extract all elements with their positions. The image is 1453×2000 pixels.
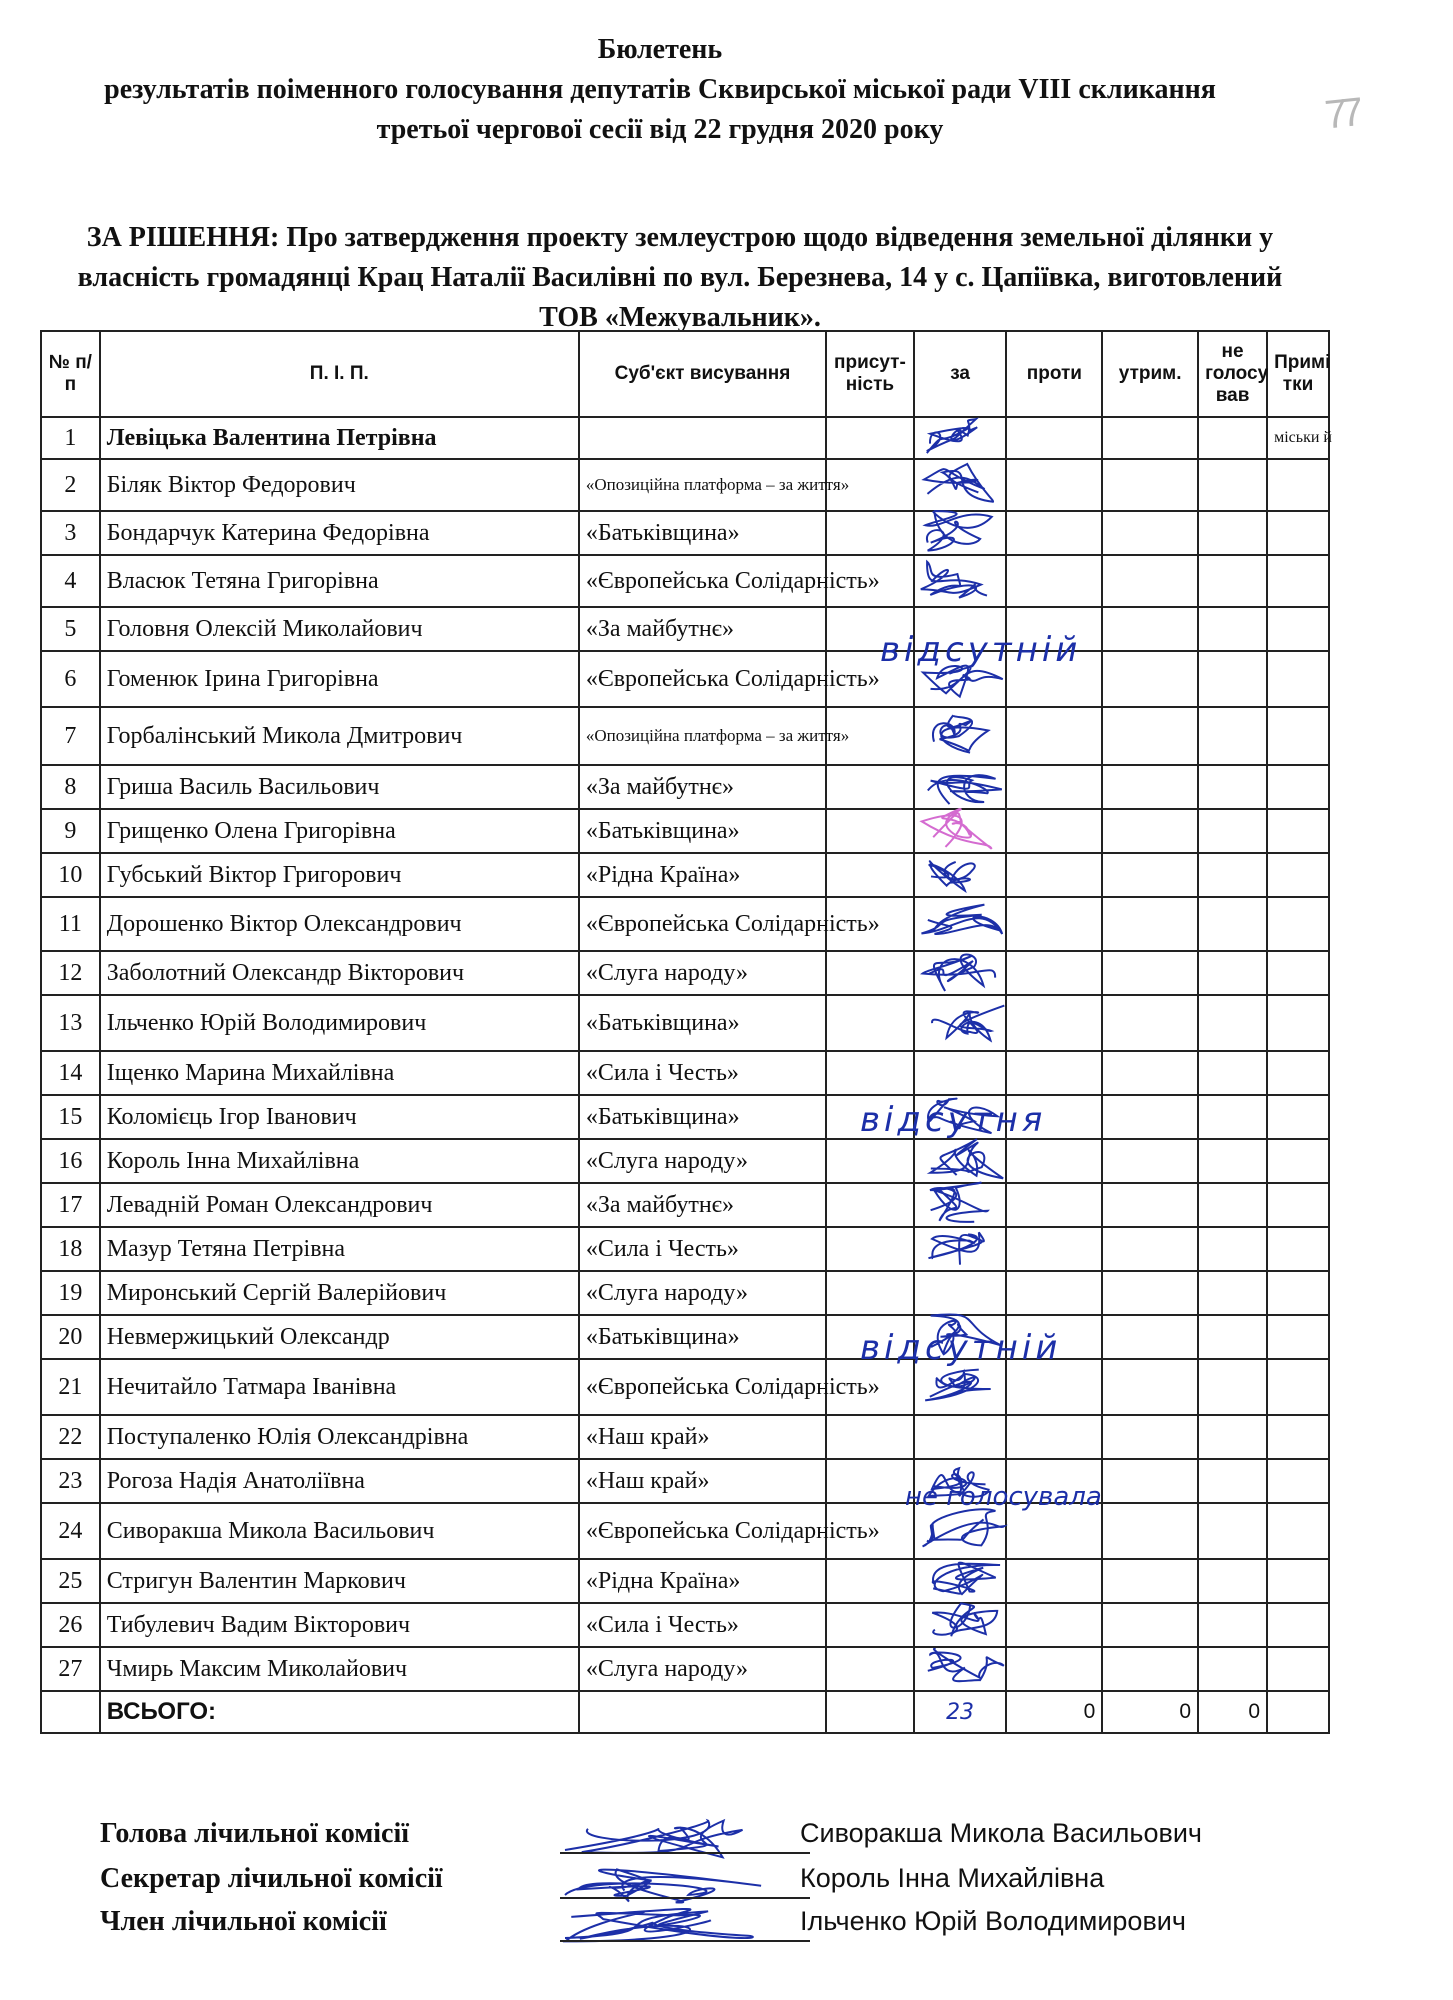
vote-against-cell [1006, 555, 1102, 607]
row-num: 15 [41, 1095, 100, 1139]
vote-against-cell [1006, 1227, 1102, 1271]
present-cell [826, 511, 914, 555]
commission-member-row [100, 1906, 1300, 1946]
vote-for-cell [914, 765, 1007, 809]
row-num: 14 [41, 1051, 100, 1095]
vote-abstain-cell [1102, 1095, 1198, 1139]
deputy-name: Левіцька Валентина Петрівна [100, 417, 579, 459]
vote-abstain-cell [1102, 765, 1198, 809]
deputy-name: Король Інна Михайлівна [100, 1139, 579, 1183]
party-name: «Європейська Солідарність» [579, 897, 826, 951]
deputy-name: Грищенко Олена Григорівна [100, 809, 579, 853]
row-num: 25 [41, 1559, 100, 1603]
row-num: 5 [41, 607, 100, 651]
not-voted-cell [1198, 1459, 1267, 1503]
vote-for-cell [914, 1647, 1007, 1691]
not-voted-cell [1198, 951, 1267, 995]
vote-against-cell [1006, 809, 1102, 853]
note-cell [1267, 897, 1329, 951]
vote-for-cell [914, 897, 1007, 951]
table-row [41, 897, 1329, 951]
not-voted-cell [1198, 459, 1267, 511]
commission-chair-row [100, 1818, 1300, 1858]
present-cell [826, 765, 914, 809]
deputy-name: Гоменюк Ірина Григорівна [100, 651, 579, 707]
handwritten-absent-19: відсутній [860, 1328, 1062, 1368]
row-num: 4 [41, 555, 100, 607]
row-num: 17 [41, 1183, 100, 1227]
vote-abstain-cell [1102, 853, 1198, 897]
vote-abstain-cell [1102, 1051, 1198, 1095]
decision-text [60, 218, 1300, 338]
secretary-name: Король Інна Михайлівна [800, 1863, 1105, 1893]
row-num: 9 [41, 809, 100, 853]
chair-name: Сиворакша Микола Васильович [800, 1818, 1202, 1848]
table-row [41, 651, 1329, 707]
deputy-name: Левадній Роман Олександрович [100, 1183, 579, 1227]
note-cell [1267, 1415, 1329, 1459]
vote-for-cell [914, 459, 1007, 511]
deputy-name: Рогоза Надія Анатоліївна [100, 1459, 579, 1503]
party-name: «Слуга народу» [579, 951, 826, 995]
vote-abstain-cell [1102, 1139, 1198, 1183]
ballot-header [0, 30, 1320, 150]
vote-abstain-cell [1102, 1503, 1198, 1559]
present-cell [826, 853, 914, 897]
ballot-title: Бюлетень [597, 34, 723, 65]
col-num-header: № п/п [41, 331, 100, 417]
note-cell [1267, 607, 1329, 651]
deputy-name: Біляк Віктор Федорович [100, 459, 579, 511]
party-name: «Європейська Солідарність» [579, 1359, 826, 1415]
not-voted-cell [1198, 1139, 1267, 1183]
not-voted-cell [1198, 1559, 1267, 1603]
note-cell [1267, 511, 1329, 555]
vote-against-cell [1006, 1051, 1102, 1095]
vote-for-cell [914, 1271, 1007, 1315]
note-cell [1267, 1227, 1329, 1271]
vote-for-cell [914, 809, 1007, 853]
note-cell [1267, 459, 1329, 511]
party-name: «За майбутнє» [579, 1183, 826, 1227]
vote-against-cell [1006, 951, 1102, 995]
not-voted-cell [1198, 1051, 1267, 1095]
col-not-voted-header: не голосу вав [1198, 331, 1267, 417]
vote-for-cell [914, 853, 1007, 897]
note-cell [1267, 765, 1329, 809]
party-name: «Опозиційна платформа – за життя» [579, 459, 826, 511]
vote-against-cell [1006, 897, 1102, 951]
note-cell [1267, 1459, 1329, 1503]
note-cell [1267, 1183, 1329, 1227]
col-abstain-header: утрим. [1102, 331, 1198, 417]
vote-abstain-cell [1102, 459, 1198, 511]
deputy-name: Головня Олексій Миколайович [100, 607, 579, 651]
vote-against-cell [1006, 1647, 1102, 1691]
deputy-name: Тибулевич Вадим Вікторович [100, 1603, 579, 1647]
table-row [41, 1559, 1329, 1603]
chair-role: Голова лічильної комісії [100, 1818, 410, 1849]
row-num: 13 [41, 995, 100, 1051]
note-cell [1267, 1095, 1329, 1139]
present-cell [826, 809, 914, 853]
deputy-name: Коломієць Ігор Іванович [100, 1095, 579, 1139]
not-voted-cell [1198, 707, 1267, 765]
present-cell [826, 1183, 914, 1227]
party-name: «Рідна Країна» [579, 1559, 826, 1603]
party-name: «Сила і Честь» [579, 1603, 826, 1647]
party-name: «Рідна Країна» [579, 853, 826, 897]
ballot-subtitle: результатів поіменного голосування депутатів Сквирської міської ради VIII скликання [104, 74, 1216, 105]
row-num: 1 [41, 417, 100, 459]
vote-for-cell [914, 1051, 1007, 1095]
not-voted-cell [1198, 511, 1267, 555]
vote-abstain-cell [1102, 1271, 1198, 1315]
totals-label: ВСЬОГО: [100, 1691, 579, 1733]
not-voted-cell [1198, 853, 1267, 897]
vote-for-cell [914, 417, 1007, 459]
vote-abstain-cell [1102, 651, 1198, 707]
note-cell [1267, 1315, 1329, 1359]
note-cell [1267, 1271, 1329, 1315]
not-voted-cell [1198, 1603, 1267, 1647]
vote-abstain-cell [1102, 1359, 1198, 1415]
vote-against-cell [1006, 1603, 1102, 1647]
totals-not-voted: 0 [1198, 1691, 1267, 1733]
vote-abstain-cell [1102, 1459, 1198, 1503]
vote-against-cell [1006, 1139, 1102, 1183]
table-row [41, 1183, 1329, 1227]
not-voted-cell [1198, 607, 1267, 651]
party-name: «За майбутнє» [579, 607, 826, 651]
table-row [41, 853, 1329, 897]
votes-table [40, 330, 1330, 1734]
table-row [41, 1359, 1329, 1415]
row-num: 6 [41, 651, 100, 707]
table-row [41, 1603, 1329, 1647]
deputy-name: Гриша Василь Васильович [100, 765, 579, 809]
row-num: 27 [41, 1647, 100, 1691]
note-cell [1267, 1051, 1329, 1095]
note-cell [1267, 951, 1329, 995]
row-num: 8 [41, 765, 100, 809]
party-name: «Опозиційна платформа – за життя» [579, 707, 826, 765]
note-cell [1267, 1359, 1329, 1415]
note-cell [1267, 809, 1329, 853]
table-row [41, 1095, 1329, 1139]
vote-against-cell [1006, 995, 1102, 1051]
commission-secretary-row [100, 1863, 1300, 1903]
col-against-header: проти [1006, 331, 1102, 417]
vote-for-cell [914, 1227, 1007, 1271]
table-row [41, 1139, 1329, 1183]
vote-abstain-cell [1102, 707, 1198, 765]
table-row [41, 1503, 1329, 1559]
row-num: 18 [41, 1227, 100, 1271]
table-header-row [41, 331, 1329, 417]
row-num: 3 [41, 511, 100, 555]
party-name [579, 417, 826, 459]
deputy-name: Дорошенко Віктор Олександрович [100, 897, 579, 951]
not-voted-cell [1198, 1503, 1267, 1559]
not-voted-cell [1198, 1315, 1267, 1359]
table-row [41, 1315, 1329, 1359]
deputy-name: Стригун Валентин Маркович [100, 1559, 579, 1603]
totals-notes-cell [1267, 1691, 1329, 1733]
totals-row [41, 1691, 1329, 1733]
vote-for-cell [914, 995, 1007, 1051]
totals-party-cell [579, 1691, 826, 1733]
party-name: «Слуга народу» [579, 1139, 826, 1183]
vote-abstain-cell [1102, 1183, 1198, 1227]
not-voted-cell [1198, 1095, 1267, 1139]
vote-abstain-cell [1102, 1415, 1198, 1459]
note-cell: міськи й [1267, 417, 1329, 459]
party-name: «Батьківщина» [579, 995, 826, 1051]
present-cell [826, 417, 914, 459]
table-row [41, 1051, 1329, 1095]
table-row [41, 951, 1329, 995]
vote-against-cell [1006, 1559, 1102, 1603]
not-voted-cell [1198, 1271, 1267, 1315]
vote-abstain-cell [1102, 897, 1198, 951]
not-voted-cell [1198, 1227, 1267, 1271]
deputy-name: Невмержицький Олександр [100, 1315, 579, 1359]
deputy-name: Поступаленко Юлія Олександрівна [100, 1415, 579, 1459]
note-cell [1267, 995, 1329, 1051]
vote-against-cell [1006, 765, 1102, 809]
deputy-name: Заболотний Олександр Вікторович [100, 951, 579, 995]
deputy-name: Губський Віктор Григорович [100, 853, 579, 897]
table-row [41, 995, 1329, 1051]
vote-abstain-cell [1102, 809, 1198, 853]
present-cell [826, 951, 914, 995]
note-cell [1267, 1603, 1329, 1647]
decision-label: ЗА РІШЕННЯ: [86, 222, 280, 253]
vote-against-cell [1006, 707, 1102, 765]
not-voted-cell [1198, 555, 1267, 607]
col-for-header: за [914, 331, 1007, 417]
handwritten-absent-14: відсутня [860, 1100, 1047, 1140]
vote-against-cell [1006, 511, 1102, 555]
party-name: «Слуга народу» [579, 1647, 826, 1691]
vote-for-cell [914, 555, 1007, 607]
present-cell [826, 1227, 914, 1271]
table-row [41, 1647, 1329, 1691]
table-row [41, 417, 1329, 459]
not-voted-cell [1198, 995, 1267, 1051]
row-num: 21 [41, 1359, 100, 1415]
vote-for-cell [914, 1139, 1007, 1183]
present-cell [826, 1459, 914, 1503]
member-role: Член лічильної комісії [100, 1906, 387, 1937]
party-name: «Сила і Честь» [579, 1227, 826, 1271]
party-name: «Слуга народу» [579, 1271, 826, 1315]
not-voted-cell [1198, 651, 1267, 707]
note-cell [1267, 1503, 1329, 1559]
row-num: 12 [41, 951, 100, 995]
page-number: 77 [1322, 90, 1360, 138]
totals-num-cell [41, 1691, 100, 1733]
vote-for-cell [914, 511, 1007, 555]
member-signature-line [560, 1940, 810, 1942]
row-num: 23 [41, 1459, 100, 1503]
row-num: 10 [41, 853, 100, 897]
deputy-name: Горбалінський Микола Дмитрович [100, 707, 579, 765]
table-row [41, 1227, 1329, 1271]
note-cell [1267, 555, 1329, 607]
vote-for-cell [914, 1415, 1007, 1459]
totals-against: 0 [1006, 1691, 1102, 1733]
deputy-name: Нечитайло Татмара Іванівна [100, 1359, 579, 1415]
not-voted-cell [1198, 765, 1267, 809]
table-row [41, 809, 1329, 853]
vote-for-cell [914, 1603, 1007, 1647]
table-row [41, 459, 1329, 511]
present-cell [826, 995, 914, 1051]
vote-abstain-cell [1102, 951, 1198, 995]
row-num: 2 [41, 459, 100, 511]
row-num: 11 [41, 897, 100, 951]
party-name: «Батьківщина» [579, 1095, 826, 1139]
table-row [41, 511, 1329, 555]
present-cell [826, 1647, 914, 1691]
vote-against-cell [1006, 1415, 1102, 1459]
deputy-name: Ільченко Юрій Володимирович [100, 995, 579, 1051]
ballot-session: третьої чергової сесії від 22 грудня 2020 року [376, 114, 944, 145]
deputy-name: Миронський Сергій Валерійович [100, 1271, 579, 1315]
present-cell [826, 1415, 914, 1459]
decision-body: Про затвердження проекту землеустрою щодо відведення земельної ділянки у власність громадянці Крац Наталії Василівні по вул. Березнева, 14 у с. Цапіївка, виготовлений ТОВ «Межувальник». [77, 222, 1283, 333]
table-row [41, 607, 1329, 651]
handwritten-absent-5: відсутній [880, 630, 1082, 670]
note-cell [1267, 707, 1329, 765]
vote-for-cell [914, 951, 1007, 995]
not-voted-cell [1198, 1359, 1267, 1415]
vote-for-cell [914, 1559, 1007, 1603]
secretary-role: Секретар лічильної комісії [100, 1863, 443, 1894]
note-cell [1267, 1139, 1329, 1183]
present-cell [826, 1559, 914, 1603]
party-name: «Європейська Солідарність» [579, 651, 826, 707]
row-num: 26 [41, 1603, 100, 1647]
party-name: «Батьківщина» [579, 809, 826, 853]
vote-against-cell [1006, 1183, 1102, 1227]
deputy-name: Бондарчук Катерина Федорівна [100, 511, 579, 555]
totals-for: 23 [914, 1691, 1007, 1733]
member-name: Ільченко Юрій Володимирович [800, 1906, 1186, 1936]
party-name: «Сила і Честь» [579, 1051, 826, 1095]
vote-for-cell [914, 707, 1007, 765]
table-row [41, 765, 1329, 809]
not-voted-cell [1198, 417, 1267, 459]
note-cell [1267, 853, 1329, 897]
party-name: «Європейська Солідарність» [579, 1503, 826, 1559]
present-cell [826, 1271, 914, 1315]
vote-against-cell [1006, 853, 1102, 897]
vote-against-cell [1006, 1271, 1102, 1315]
vote-abstain-cell [1102, 1603, 1198, 1647]
vote-abstain-cell [1102, 555, 1198, 607]
chair-signature-line [560, 1852, 810, 1854]
row-num: 16 [41, 1139, 100, 1183]
col-notes-header: Примі тки [1267, 331, 1329, 417]
vote-abstain-cell [1102, 1227, 1198, 1271]
row-num: 7 [41, 707, 100, 765]
table-row [41, 707, 1329, 765]
vote-abstain-cell [1102, 417, 1198, 459]
not-voted-cell [1198, 1647, 1267, 1691]
not-voted-cell [1198, 1183, 1267, 1227]
vote-abstain-cell [1102, 1315, 1198, 1359]
totals-abstain: 0 [1102, 1691, 1198, 1733]
vote-abstain-cell [1102, 511, 1198, 555]
not-voted-cell [1198, 897, 1267, 951]
note-cell [1267, 1559, 1329, 1603]
note-cell [1267, 651, 1329, 707]
vote-against-cell [1006, 459, 1102, 511]
table-row [41, 555, 1329, 607]
vote-for-cell [914, 1183, 1007, 1227]
party-name: «Наш край» [579, 1459, 826, 1503]
vote-abstain-cell [1102, 607, 1198, 651]
col-party-header: Суб'єкт висування [579, 331, 826, 417]
deputy-name: Сиворакша Микола Васильович [100, 1503, 579, 1559]
deputy-name: Мазур Тетяна Петрівна [100, 1227, 579, 1271]
present-cell [826, 1139, 914, 1183]
deputy-name: Чмирь Максим Миколайович [100, 1647, 579, 1691]
note-cell [1267, 1647, 1329, 1691]
row-num: 20 [41, 1315, 100, 1359]
table-row [41, 1415, 1329, 1459]
present-cell [826, 1051, 914, 1095]
vote-abstain-cell [1102, 1647, 1198, 1691]
col-present-header: присут-ність [826, 331, 914, 417]
totals-present-cell [826, 1691, 914, 1733]
row-num: 22 [41, 1415, 100, 1459]
table-row [41, 1271, 1329, 1315]
vote-abstain-cell [1102, 995, 1198, 1051]
not-voted-cell [1198, 1415, 1267, 1459]
row-num: 19 [41, 1271, 100, 1315]
secretary-signature-line [560, 1897, 810, 1899]
handwritten-not-voted-22: не голосувала [905, 1482, 1102, 1512]
deputy-name: Власюк Тетяна Григорівна [100, 555, 579, 607]
party-name: «Європейська Солідарність» [579, 555, 826, 607]
party-name: «Батьківщина» [579, 1315, 826, 1359]
present-cell [826, 1603, 914, 1647]
vote-abstain-cell [1102, 1559, 1198, 1603]
party-name: «За майбутнє» [579, 765, 826, 809]
not-voted-cell [1198, 809, 1267, 853]
party-name: «Батьківщина» [579, 511, 826, 555]
deputy-name: Іщенко Марина Михайлівна [100, 1051, 579, 1095]
table-row [41, 1459, 1329, 1503]
party-name: «Наш край» [579, 1415, 826, 1459]
col-name-header: П. І. П. [100, 331, 579, 417]
row-num: 24 [41, 1503, 100, 1559]
vote-against-cell [1006, 417, 1102, 459]
